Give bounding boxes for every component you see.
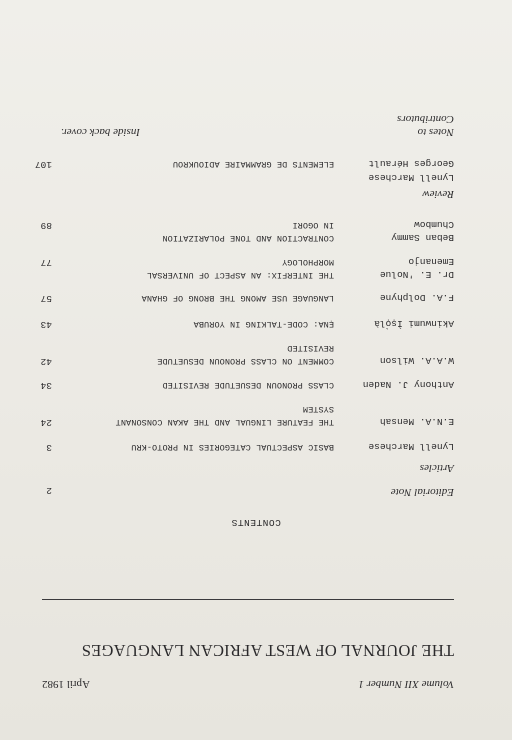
article-title: THE INTERFIX: AN ASPECT OF UNIVERSAL MORPHOLOGY bbox=[146, 257, 334, 280]
article-author: F.A. Dolphyne bbox=[379, 292, 454, 303]
review-page: 107 bbox=[34, 159, 52, 170]
article-author: E.N.A. Mensah bbox=[379, 416, 454, 427]
article-title: THE FEATURE LINGUAL AND THE AKAN CONSONANT SYSTEM bbox=[115, 404, 334, 427]
editorial-note-page: 2 bbox=[46, 485, 52, 496]
volume-number: Volume XII Number 1 bbox=[358, 678, 454, 690]
notes-location: Inside back cover. bbox=[60, 126, 140, 138]
journal-title: THE JOURNAL OF WEST AFRICAN LANGUAGES bbox=[81, 641, 454, 660]
article-title: CONTRACTION AND TONE POLARIZATION IN OGORI bbox=[162, 220, 334, 243]
article-page: 42 bbox=[40, 356, 52, 367]
article-title: ẸNA: CODE-TALKING IN YORUBA bbox=[193, 319, 334, 329]
article-page: 43 bbox=[40, 319, 52, 330]
article-title: BASIC ASPECTUAL CATEGORIES IN PROTO-KRU bbox=[131, 442, 334, 452]
volume-line bbox=[42, 678, 454, 690]
article-page: 77 bbox=[40, 257, 52, 268]
article-author: Akinwumi Ìṣọ̀là bbox=[374, 318, 454, 329]
contents-heading: CONTENTS bbox=[231, 517, 281, 528]
review-author: Georges Hérault bbox=[368, 158, 454, 169]
article-page: 89 bbox=[40, 220, 52, 231]
article-author: Lynell Marchese bbox=[368, 441, 454, 452]
article-page: 24 bbox=[40, 417, 52, 428]
notes-to-contributors-label: Notes to Contributors bbox=[397, 113, 454, 138]
editorial-note-label: Editorial Note bbox=[390, 486, 454, 498]
issue-date: April 1982 bbox=[42, 678, 90, 690]
title-rule bbox=[42, 599, 454, 600]
article-page: 3 bbox=[46, 442, 52, 453]
article-author: W.A.A. Wilson bbox=[379, 355, 454, 366]
article-title: COMMENT ON CLASS PRONOUN DESUETUDE REVISITED bbox=[157, 343, 334, 366]
article-title: CLASS PRONOUN DESUETUDE REVISITED bbox=[162, 380, 334, 390]
review-author: Lynell Marchese bbox=[368, 172, 454, 183]
review-title: ELEMENTS DE GRAMMAIRE ADIOUKROU bbox=[172, 159, 334, 169]
article-author: Dr. E. 'Nolue Emenanjo bbox=[379, 256, 454, 280]
article-author: Anthony J. Naden bbox=[362, 379, 454, 390]
article-author: Beban Sammy Chumbow bbox=[391, 219, 454, 243]
article-page: 34 bbox=[40, 380, 52, 391]
article-title: LANGUAGE USE AMONG THE BRONG OF GHANA bbox=[141, 293, 334, 303]
review-heading: Review bbox=[422, 188, 454, 200]
articles-heading: Articles bbox=[419, 462, 454, 474]
article-page: 57 bbox=[40, 293, 52, 304]
